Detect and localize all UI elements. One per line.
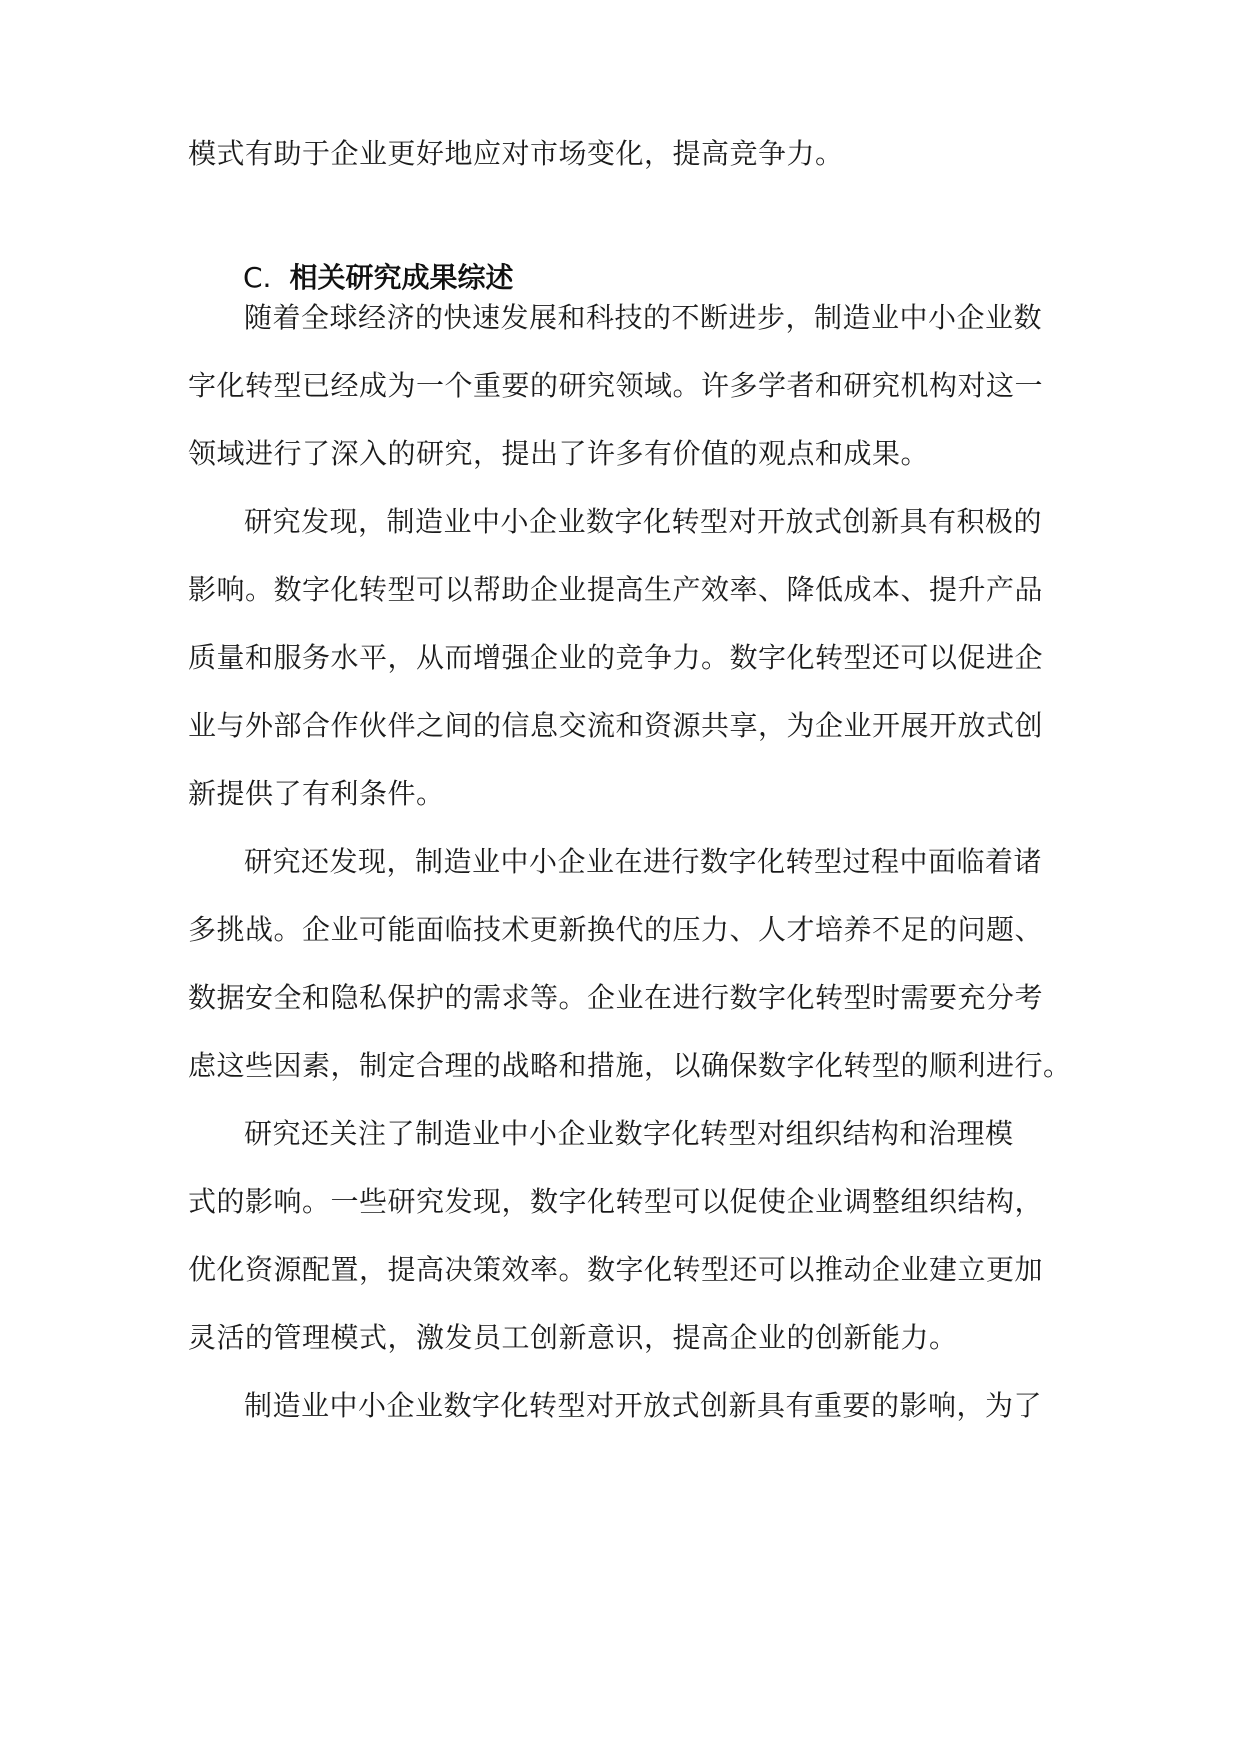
paragraph-4-line-2: 式的影响。一些研究发现，数字化转型可以促使企业调整组织结构， <box>188 1185 1044 1218</box>
paragraph-3-line-3: 数据安全和隐私保护的需求等。企业在进行数字化转型时需要充分考 <box>188 981 1044 1014</box>
paragraph-4-line-4: 灵活的管理模式，激发员工创新意识，提高企业的创新能力。 <box>188 1321 958 1354</box>
paragraph-2-line-3: 质量和服务水平，从而增强企业的竞争力。数字化转型还可以促进企 <box>188 641 1044 674</box>
paragraph-4-line-1: 研究还关注了制造业中小企业数字化转型对组织结构和治理模 <box>244 1117 1014 1150</box>
paragraph-1-line-2: 字化转型已经成为一个重要的研究领域。许多学者和研究机构对这一 <box>188 369 1044 402</box>
section-title: 相关研究成果综述 <box>289 261 514 294</box>
paragraph-2-line-1: 研究发现，制造业中小企业数字化转型对开放式创新具有积极的 <box>244 505 1043 538</box>
paragraph-2-line-4: 业与外部合作伙伴之间的信息交流和资源共享，为企业开展开放式创 <box>188 709 1044 742</box>
intro-line: 模式有助于企业更好地应对市场变化，提高竞争力。 <box>188 137 844 170</box>
paragraph-2-line-2: 影响。数字化转型可以帮助企业提高生产效率、降低成本、提升产品 <box>188 573 1044 606</box>
paragraph-1-line-1: 随着全球经济的快速发展和科技的不断进步，制造业中小企业数 <box>244 301 1043 334</box>
paragraph-4-line-3: 优化资源配置，提高决策效率。数字化转型还可以推动企业建立更加 <box>188 1253 1044 1286</box>
paragraph-3-line-1: 研究还发现，制造业中小企业在进行数字化转型过程中面临着诸 <box>244 845 1043 878</box>
section-heading <box>243 258 513 298</box>
paragraph-5-line-1: 制造业中小企业数字化转型对开放式创新具有重要的影响，为了 <box>244 1389 1043 1422</box>
paragraph-2-line-5: 新提供了有利条件。 <box>188 777 445 810</box>
paragraph-3-line-4: 虑这些因素，制定合理的战略和措施，以确保数字化转型的顺利进行。 <box>188 1049 1072 1082</box>
section-label: C. <box>243 261 272 294</box>
paragraph-3-line-2: 多挑战。企业可能面临技术更新换代的压力、人才培养不足的问题、 <box>188 913 1044 946</box>
paragraph-1-line-3: 领域进行了深入的研究，提出了许多有价值的观点和成果。 <box>188 437 930 470</box>
